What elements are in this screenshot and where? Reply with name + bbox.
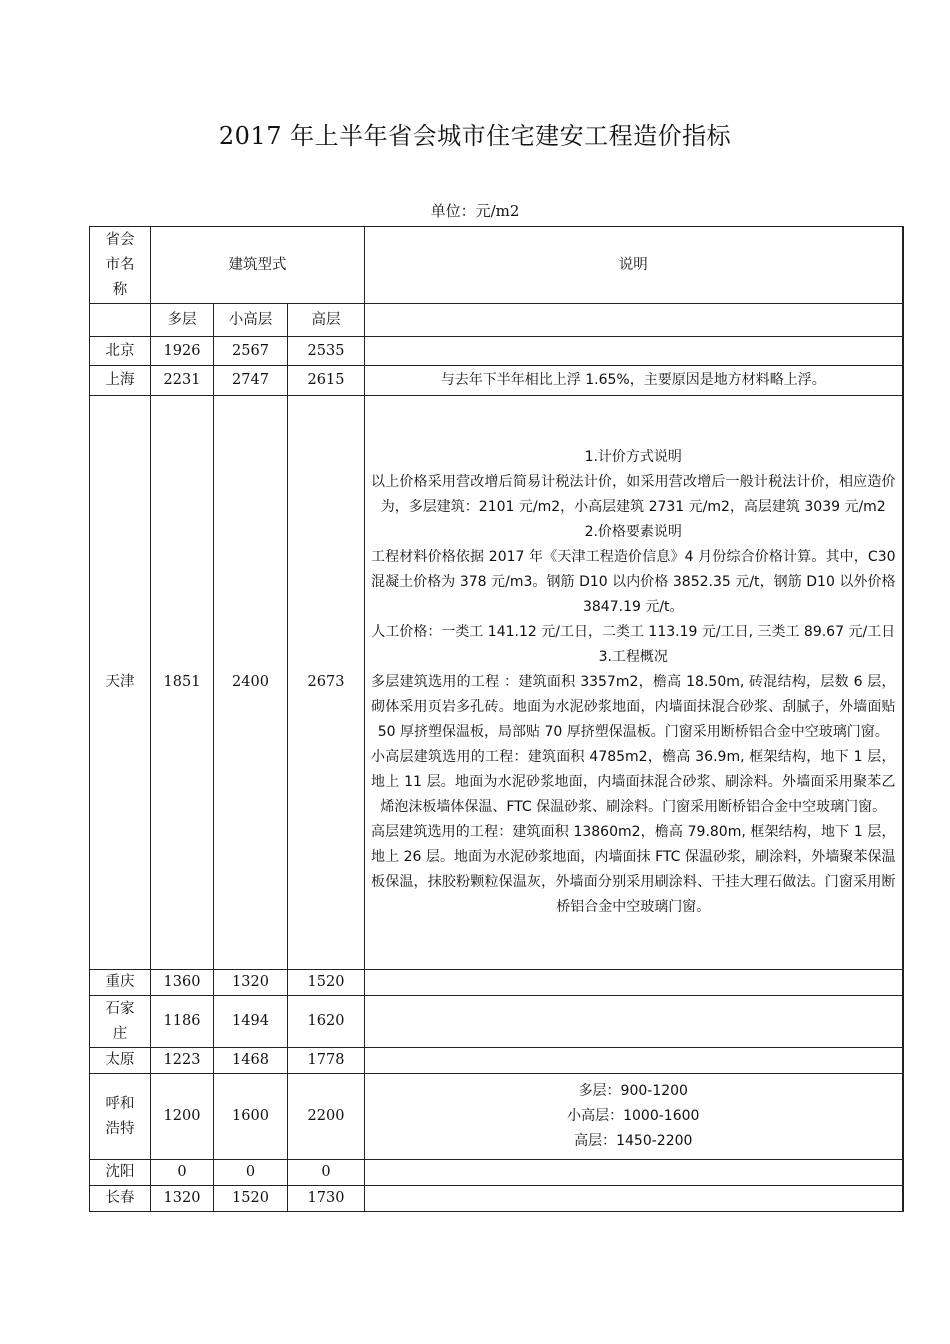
note-paragraph: 多层建筑选用的工程 ：建筑面积 3357m2，檐高 18.50m, 砖混结构，层数 6 层，砌体采用页岩多孔砖。地面为水泥砂浆地面，内墙面抹混合砂浆、刮腻子，外墙面贴 50 厚挤塑保温板，局部贴 70 厚挤塑保温板。门窗采用断桥铝合金中空玻璃门窗。 <box>371 674 896 740</box>
table-row <box>90 1160 903 1186</box>
value-cell: 0 <box>214 1160 288 1186</box>
header-type: 建筑型式 <box>151 227 365 304</box>
header-city: 省会 市名 称 <box>90 227 151 304</box>
value-cell: 1360 <box>151 970 214 996</box>
value-cell: 2400 <box>214 396 288 970</box>
value-cell: 2200 <box>288 1074 365 1160</box>
header-note: 说明 <box>365 227 903 304</box>
city-cell: 北京 <box>90 337 151 366</box>
subheader-multi: 多层 <box>151 304 214 337</box>
value-cell: 1494 <box>214 996 288 1048</box>
note-paragraph: 小高层建筑选用的工程：建筑面积 4785m2，檐高 36.9m, 框架结构，地下 1 层，地上 11 层。地面为水泥砂浆地面，内墙面抹混合砂浆、刷涂料。外墙面采用聚苯乙烯泡沫板墙体保温、FTC 保温砂浆、刷涂料。门窗采用断桥铝合金中空玻璃门窗。 <box>371 749 896 815</box>
value-cell: 1778 <box>288 1048 365 1074</box>
value-cell: 1468 <box>214 1048 288 1074</box>
value-cell: 1520 <box>288 970 365 996</box>
value-cell: 1851 <box>151 396 214 970</box>
note-heading: 3.工程概况 <box>598 649 668 665</box>
value-cell: 1620 <box>288 996 365 1048</box>
table-row <box>90 996 903 1048</box>
note-cell <box>365 996 903 1048</box>
city-cell: 天津 <box>90 396 151 970</box>
value-cell: 1730 <box>288 1186 365 1212</box>
value-cell: 2615 <box>288 366 365 396</box>
note-paragraph: 工程材料价格依据 2017 年《天津工程造价信息》4 月份综合价格计算。其中，C30 混凝土价格为 378 元/m3。钢筋 D10 以内价格 3852.35 元/t，钢筋 D10 以外价格 3847.19 元/t。 <box>371 549 896 615</box>
table-row <box>90 1186 903 1212</box>
note-cell <box>365 1074 903 1160</box>
value-cell: 1926 <box>151 337 214 366</box>
value-cell: 1600 <box>214 1074 288 1160</box>
note-heading: 2.价格要素说明 <box>584 524 682 540</box>
city-cell: 沈阳 <box>90 1160 151 1186</box>
note-paragraph: 以上价格采用营改增后简易计税法计价，如采用营改增后一般计税法计价，相应造价为，多层建筑：2101 元/m2，小高层建筑 2731 元/m2，高层建筑 3039 元/m2 <box>371 474 896 515</box>
table-row <box>90 1074 903 1160</box>
note-cell: 与去年下半年相比上浮 1.65%，主要原因是地方材料略上浮。 <box>365 366 903 396</box>
value-cell: 1186 <box>151 996 214 1048</box>
note-cell <box>365 1160 903 1186</box>
city-cell: 长春 <box>90 1186 151 1212</box>
note-cell <box>365 396 903 970</box>
subheader-mid: 小高层 <box>214 304 288 337</box>
note-line: 多层：900-1200 <box>578 1083 688 1099</box>
note-cell <box>365 337 903 366</box>
table-row <box>90 337 903 366</box>
city-cell: 石家 庄 <box>90 996 151 1048</box>
note-cell <box>365 1186 903 1212</box>
value-cell: 2535 <box>288 337 365 366</box>
value-cell: 1320 <box>214 970 288 996</box>
note-line: 小高层：1000-1600 <box>567 1108 700 1124</box>
value-cell: 2747 <box>214 366 288 396</box>
header-row <box>90 227 903 304</box>
value-cell: 1520 <box>214 1186 288 1212</box>
note-paragraph: 高层建筑选用的工程：建筑面积 13860m2，檐高 79.80m, 框架结构，地下 1 层，地上 26 层。地面为水泥砂浆地面，内墙面抹 FTC 保温砂浆，刷涂料，外墙聚苯保温板保温，抹胶粉颗粒保温灰，外墙面分别采用刷涂料、干挂大理石做法。门窗采用断桥铝合金中空玻璃门窗。 <box>371 824 896 915</box>
note-line: 高层：1450-2200 <box>574 1133 693 1149</box>
page-title: 2017 年上半年省会城市住宅建安工程造价指标 <box>218 122 732 150</box>
value-cell: 1200 <box>151 1074 214 1160</box>
table-row <box>90 970 903 996</box>
value-cell: 2231 <box>151 366 214 396</box>
value-cell: 1320 <box>151 1186 214 1212</box>
value-cell: 1223 <box>151 1048 214 1074</box>
note-cell <box>365 1048 903 1074</box>
table-row <box>90 366 903 396</box>
city-cell: 上海 <box>90 366 151 396</box>
subheader-row <box>90 304 903 337</box>
cost-table <box>89 226 904 1212</box>
unit-label: 单位：元/m2 <box>430 202 520 220</box>
table-row <box>90 1048 903 1074</box>
note-cell <box>365 970 903 996</box>
city-cell: 呼和 浩特 <box>90 1074 151 1160</box>
value-cell: 2673 <box>288 396 365 970</box>
subheader-high: 高层 <box>288 304 365 337</box>
city-cell: 太原 <box>90 1048 151 1074</box>
table-row <box>90 396 903 970</box>
note-heading: 1.计价方式说明 <box>584 449 682 465</box>
value-cell: 2567 <box>214 337 288 366</box>
value-cell: 0 <box>151 1160 214 1186</box>
value-cell: 0 <box>288 1160 365 1186</box>
city-cell: 重庆 <box>90 970 151 996</box>
note-paragraph: 人工价格：一类工 141.12 元/工日，二类工 113.19 元/工日, 三类工 89.67 元/工日 <box>371 624 896 640</box>
